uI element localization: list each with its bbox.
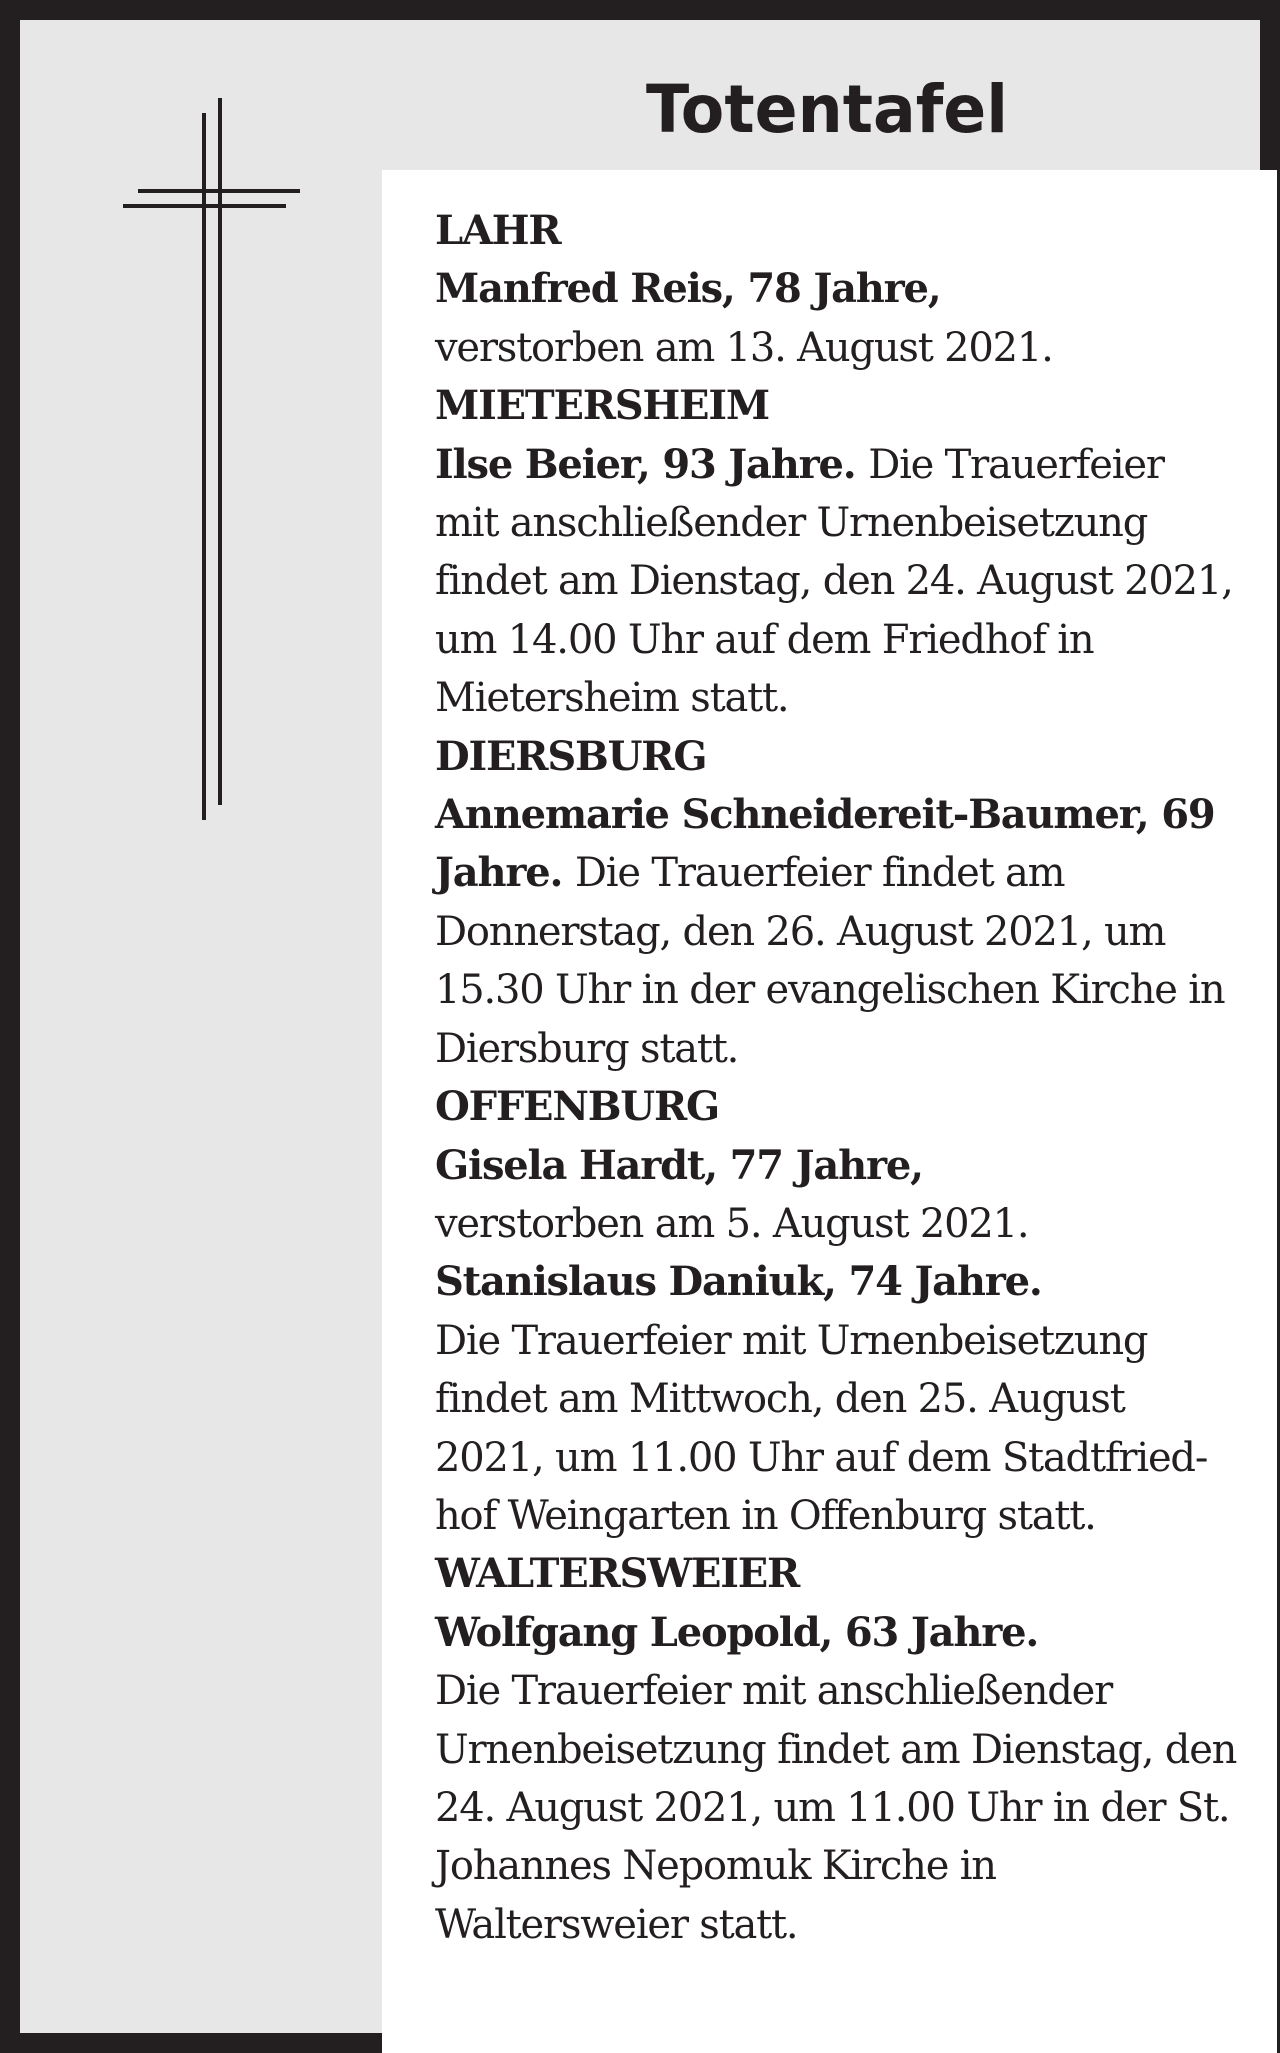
person-name: Wolfgang Leopold, 63 Jahre. <box>435 1608 1039 1656</box>
person-name: Manfred Reis, 78 Jahre, <box>435 265 941 313</box>
person-text: Die Trauerfeier mit anschließender Urnenbeisetzung findet am Dienstag, den 24. August 2021, um 14.00 Uhr auf dem Friedhof in Mietersheim statt. <box>435 441 1233 722</box>
obituary-entry-lahr <box>435 202 1237 377</box>
obituary-entry-mietersheim <box>435 377 1237 727</box>
obituary-entry-diersburg <box>435 728 1237 1078</box>
place-heading: WALTERSWEIER <box>435 1550 800 1598</box>
page-title: Totentafel <box>645 71 1009 148</box>
person-name: Annemarie Schneidereit-Baumer, 69 Jahre. <box>435 791 1215 897</box>
person-text: verstorben am 13. August 2021. <box>435 324 1053 371</box>
person-text: verstorben am 5. August 2021. <box>435 1200 1029 1247</box>
place-heading: MIETERSHEIM <box>435 382 769 430</box>
place-heading: LAHR <box>435 207 561 254</box>
place-heading: DIERSBURG <box>435 732 707 780</box>
cross-icon <box>118 95 308 825</box>
person-name: Gisela Hardt, 77 Jahre, <box>435 1141 923 1189</box>
place-heading: OFFENBURG <box>435 1083 719 1131</box>
person-name: Stanislaus Daniuk, 74 Jahre. <box>435 1258 1042 1306</box>
obituary-entry-waltersweier <box>435 1545 1237 1954</box>
person-text: Die Trauerfeier findet am Donnerstag, den 26. August 2021, um 15.30 Uhr in der evangelischen Kirche in Diersburg statt. <box>435 850 1225 1072</box>
person-text: Die Trauerfeier mit Urnenbeisetzung findet am Mittwoch, den 25. August 2021, um 11.00 Uhr auf dem Stadtfried-hof Weingarten in Offenburg statt. <box>435 1317 1208 1539</box>
obituary-entry-offenburg <box>435 1078 1237 1545</box>
obituary-list <box>382 170 1277 2053</box>
person-text: Die Trauerfeier mit anschließender Urnenbeisetzung findet am Dienstag, den 24. August 2021, um 11.00 Uhr in der St. Johannes Nepomuk Kirche in Waltersweier statt. <box>435 1668 1237 1948</box>
person-name: Ilse Beier, 93 Jahre. <box>435 440 869 488</box>
